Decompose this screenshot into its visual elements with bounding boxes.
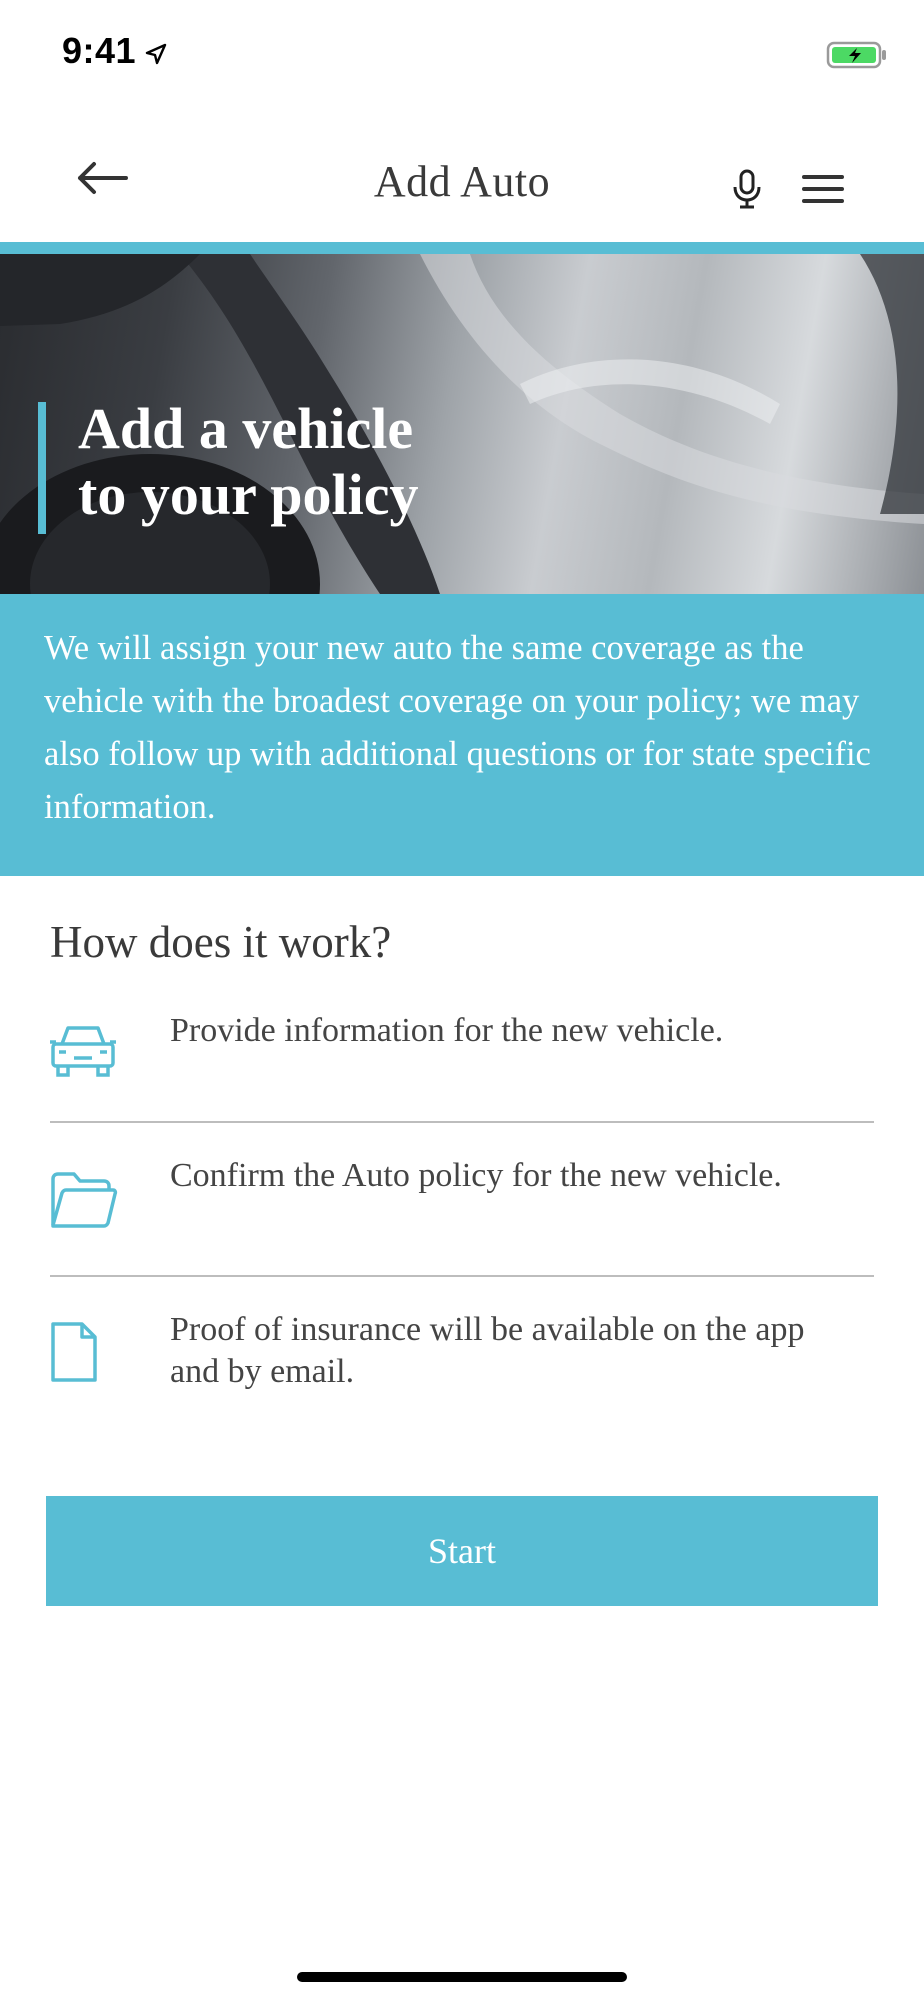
step-text: Confirm the Auto policy for the new vehicle. xyxy=(170,1157,782,1194)
header-accent-rule xyxy=(0,242,924,254)
hero-banner xyxy=(0,254,924,594)
microphone-icon[interactable] xyxy=(730,168,764,210)
hero-title-line2: to your policy xyxy=(78,462,419,527)
page-title: Add Auto xyxy=(373,157,551,206)
status-time: 9:41 xyxy=(62,30,137,71)
app-header xyxy=(0,110,924,242)
hamburger-menu-icon[interactable] xyxy=(800,172,846,206)
status-bar xyxy=(0,0,924,110)
home-indicator[interactable] xyxy=(297,1972,627,1982)
location-arrow-icon xyxy=(144,42,168,66)
start-button[interactable]: Start xyxy=(46,1496,878,1606)
battery-charging-icon xyxy=(826,40,888,70)
section-title: How does it work? xyxy=(50,917,392,967)
step-divider xyxy=(50,1121,874,1123)
folder-icon xyxy=(50,1171,118,1229)
step-item-proof-of-insurance xyxy=(50,1309,874,1419)
step-text: Provide information for the new vehicle. xyxy=(170,1012,724,1049)
hero-title xyxy=(78,396,638,528)
step-item-provide-info xyxy=(50,1010,874,1100)
hero-accent-bar xyxy=(38,402,46,534)
coverage-info-band xyxy=(0,594,924,876)
step-item-confirm-policy xyxy=(50,1155,874,1265)
step-divider xyxy=(50,1275,874,1277)
document-icon xyxy=(50,1321,98,1383)
car-icon xyxy=(50,1022,116,1078)
step-text: Proof of insurance will be available on the app and by email. xyxy=(170,1311,805,1390)
hero-title-line1: Add a vehicle xyxy=(78,396,414,461)
coverage-info-text: We will assign your new auto the same coverage as the vehicle with the broadest coverage on your policy; we may also follow up with additional questions or for state specific information. xyxy=(44,629,871,826)
